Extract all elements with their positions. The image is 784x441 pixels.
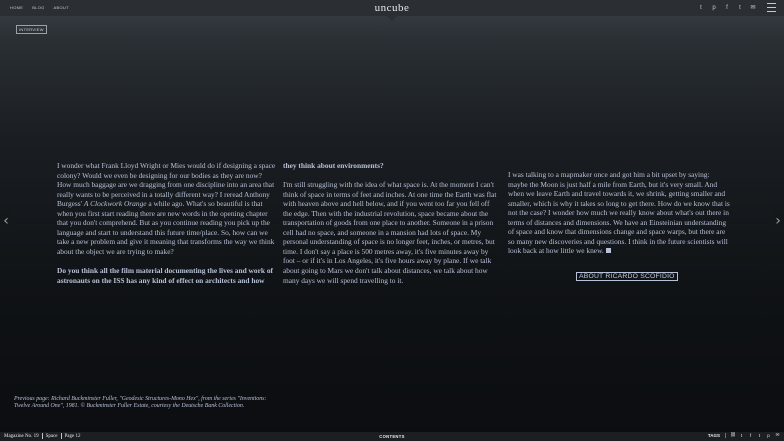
article-column-3 (508, 170, 730, 265)
paragraph: I was talking to a mapmaker once and got him a bit upset by saying: maybe the Moon is just half a mile from Earth, but it's very small. And when we leave Earth and travel towards it, we shrink, getting smaller and smaller, which is why it takes so long to get there. How do we know that is not the case? I wonder how much we really know about what's out there in terms of distances and dimensions. We have an Einsteinian understanding of space and know that dimensions change and space warps, but there are so many new discoveries and questions. I think in the future scientists will look back at how little we knew. (508, 170, 730, 256)
image-caption: Previous page: Richard Buckminster Fuller, "Geodesic Structures-Mono Hex", from the series "Inventions: Twelve Around One", 1981. © Buckminster Fuller Estate, courtesy the Deutsche Bank Collection. (14, 396, 267, 410)
twitter-icon[interactable]: t (740, 432, 743, 438)
book-title: A Clockwork Orange (83, 199, 147, 209)
end-mark-icon (606, 248, 611, 253)
article-column-1 (57, 161, 277, 295)
prev-page-arrow-icon[interactable]: ‹ (0, 210, 12, 232)
facebook-icon[interactable]: f (726, 5, 728, 11)
tags-button[interactable]: TAGS (708, 433, 726, 438)
link-icon[interactable]: ⛓ (730, 432, 736, 437)
crumb-magazine[interactable]: Magazine No. 19 (4, 433, 39, 439)
tumblr-icon[interactable]: t (758, 432, 761, 438)
nav-about[interactable]: ABOUT (53, 5, 69, 10)
mail-icon[interactable]: ✉ (775, 432, 780, 437)
next-page-arrow-icon[interactable]: › (772, 210, 784, 232)
pinterest-icon[interactable]: p (712, 5, 716, 11)
facebook-icon[interactable]: f (749, 432, 752, 438)
footer-actions (708, 432, 780, 438)
twitter-icon[interactable]: t (700, 5, 702, 11)
nav-blog[interactable]: BLOG (32, 5, 45, 10)
paragraph: I wonder what Frank Lloyd Wright or Mies would do if designing a space colony? Would we even be designing for our bodies as they are now? How much baggage are we dragging from one discipline into an area that really wants to be perceived in a totally different way? I reread Anthony Burgess' A Clockwork Orange a while ago. What's so beautiful is that when you first start reading there are new words in the opening chapter that you don't comprehend. But as you continue reading you pick up the language and start to understand this future time/place. So, how can we take a new problem and give it meaning that transforms the way we think about the object we are trying to make? (57, 161, 276, 256)
interview-question: Do you think all the film material documenting the lives and work of astronauts on the ISS has any kind of effect on architects and how (57, 266, 273, 285)
header-caret (387, 16, 397, 21)
article-column-2 (283, 161, 499, 295)
nav-home[interactable]: HOME (10, 5, 24, 10)
social-links (698, 5, 756, 11)
mail-icon[interactable]: ✉ (750, 5, 756, 11)
site-logo[interactable]: uncube (374, 2, 410, 14)
contents-button[interactable]: CONTENTS (379, 433, 405, 439)
about-author-button[interactable]: ABOUT RICARDO SCOFIDIO (576, 272, 678, 281)
interview-question-continued: they think about environments? (283, 161, 384, 170)
tumblr-icon[interactable]: t (739, 5, 741, 11)
pinterest-icon[interactable]: p (767, 432, 770, 438)
paragraph: I'm still struggling with the idea of what space is. At the moment I can't think of space in terms of feet and inches. At one time the Earth was flat with heaven above and hell below, and if you went too far you fell off the edge. Then with the industrial revolution, space became about the transportation of goods from one place to another. Someone in a prison cell had no space, and someone in a mansion had lots of space. My personal understanding of space is no longer feet, inches, or metres, but time. I don't say a place is 500 metres away, it's five minutes away by foot – or if it's in Los Angeles, it's five hours away by plane. If we talk about going to Mars we don't talk about distances, we talk about how many days we will spend travelling to it. (283, 180, 497, 285)
menu-icon[interactable] (767, 3, 776, 12)
bottom-bar (0, 432, 784, 441)
crumb-section[interactable]: Space (45, 433, 58, 439)
category-tag[interactable]: INTERVIEW (16, 25, 47, 34)
top-bar (0, 0, 784, 16)
crumb-page: Page 12 (64, 433, 81, 439)
